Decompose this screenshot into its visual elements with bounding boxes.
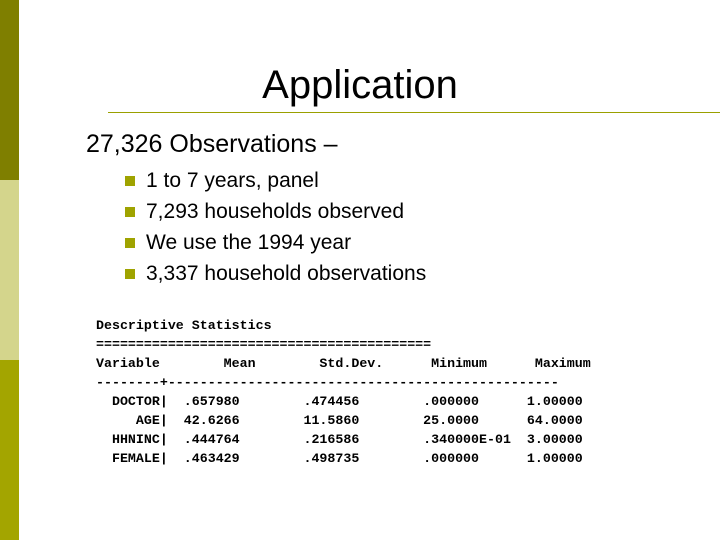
square-bullet-icon xyxy=(125,238,135,248)
main-point: 27,326 Observations – xyxy=(86,130,338,158)
bullet-item xyxy=(125,165,426,196)
stats-row-doctor: DOCTOR| .657980 .474456 .000000 1.00000 xyxy=(96,394,583,409)
bullet-text: We use the 1994 year xyxy=(146,230,352,254)
square-bullet-icon xyxy=(125,269,135,279)
stats-row-female: FEMALE| .463429 .498735 .000000 1.00000 xyxy=(96,451,583,466)
bullet-text: 3,337 household observations xyxy=(146,261,427,285)
square-bullet-icon xyxy=(125,176,135,186)
bullet-item xyxy=(125,227,426,258)
stats-column-headers: Variable Mean Std.Dev. Minimum Maximum xyxy=(96,356,591,371)
square-bullet-icon xyxy=(125,207,135,217)
bullet-list xyxy=(125,165,426,289)
side-bar-segment-top xyxy=(0,0,19,180)
bullet-item xyxy=(125,258,426,289)
side-bar-segment-bottom xyxy=(0,360,19,540)
bullet-text: 7,293 households observed xyxy=(146,199,405,223)
slide-title: Application xyxy=(262,63,458,107)
title-underline xyxy=(108,112,720,113)
bullet-text: 1 to 7 years, panel xyxy=(146,168,319,192)
stats-row-age: AGE| 42.6266 11.5860 25.0000 64.0000 xyxy=(96,413,583,428)
stats-double-rule: ========================================== xyxy=(96,337,432,352)
bullet-item xyxy=(125,196,426,227)
side-bar-segment-middle xyxy=(0,180,19,360)
decorative-side-bar xyxy=(0,0,19,540)
descriptive-statistics-output xyxy=(96,316,591,468)
stats-row-hhninc: HHNINC| .444764 .216586 .340000E-01 3.00000 xyxy=(96,432,583,447)
stats-heading: Descriptive Statistics xyxy=(96,318,272,333)
stats-separator: --------+------------------------------------------------- xyxy=(96,375,559,390)
